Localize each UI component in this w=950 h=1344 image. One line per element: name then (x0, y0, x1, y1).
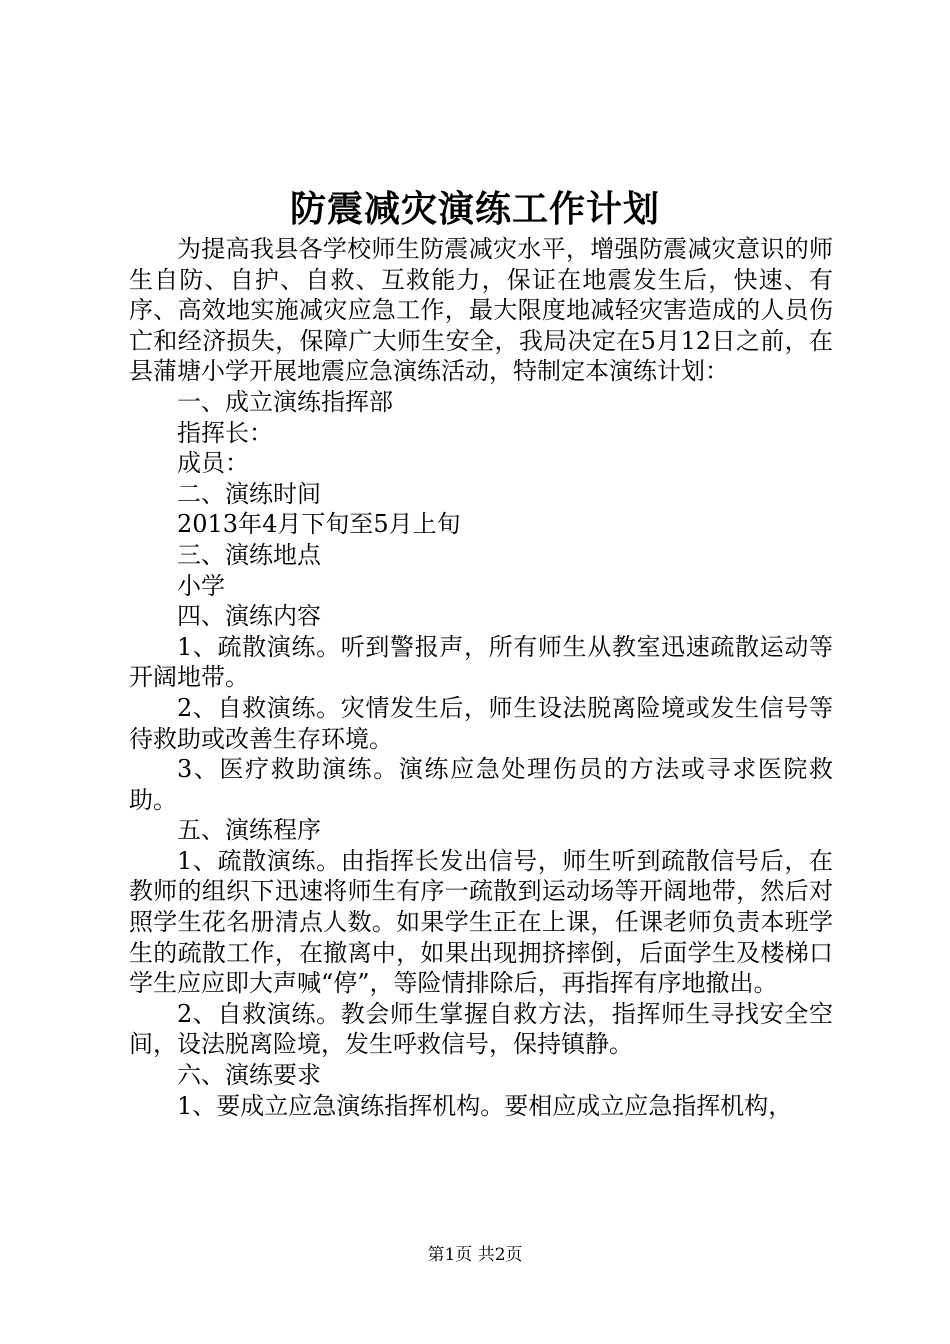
paragraph-content-1: 1、疏散演练。听到警报声，所有师生从教室迅速疏散运动等开阔地带。 (129, 632, 833, 692)
paragraph-intro: 为提高我县各学校师生防震减灾水平，增强防震减灾意识的师生自防、自护、自救、互救能力，保证在地震发生后，快速、有序、高效地实施减灾应急工作，最大限度地减轻灾害造成的人员伤亡和经济损失，保障广大师生安全，我局决定在5月12日之前，在县蒲塘小学开展地震应急演练活动，特制定本演练计划： (129, 235, 833, 386)
page-footer: 第1页 共2页 (427, 1245, 523, 1265)
document-title: 防震减灾演练工作计划 (289, 188, 660, 230)
paragraph-heading-1: 一、成立演练指挥部 (177, 387, 393, 416)
paragraph-heading-5: 五、演练程序 (177, 816, 321, 845)
paragraph-requirement-1: 1、要成立应急演练指挥机构。要相应成立应急指挥机构， (177, 1091, 793, 1120)
paragraph-heading-2: 二、演练时间 (177, 479, 321, 508)
paragraph-time: 2013年4月下旬至5月上旬 (177, 510, 461, 539)
paragraph-heading-3: 三、演练地点 (177, 540, 321, 569)
document-body (129, 234, 833, 1121)
paragraph-procedure-2: 2、自救演练。教会师生掌握自救方法，指挥师生寻找安全空间，设法脱离险境，发生呼救信号，保持镇静。 (129, 999, 833, 1059)
paragraph-location: 小学 (177, 571, 225, 600)
paragraph-heading-4: 四、演练内容 (177, 602, 321, 631)
paragraph-heading-6: 六、演练要求 (177, 1061, 321, 1090)
paragraph-content-2: 2、自救演练。灾情发生后，师生设法脱离险境或发生信号等待救助或改善生存环境。 (129, 693, 833, 753)
paragraph-content-3: 3、医疗救助演练。演练应急处理伤员的方法或寻求医院救助。 (129, 755, 833, 814)
paragraph-members: 成员： (177, 449, 249, 478)
paragraph-commander: 指挥长： (177, 418, 273, 447)
paragraph-procedure-1: 1、疏散演练。由指挥长发出信号，师生听到疏散信号后，在教师的组织下迅速将师生有序一疏散到运动场等开阔地带，然后对照学生花名册清点人数。如果学生正在上课，任课老师负责本班学生的疏散工作，在撤离中，如果出现拥挤摔倒，后面学生及楼梯口学生应应即大声喊“停”，等险情排除后，再指挥有序地撤出。 (129, 846, 833, 998)
